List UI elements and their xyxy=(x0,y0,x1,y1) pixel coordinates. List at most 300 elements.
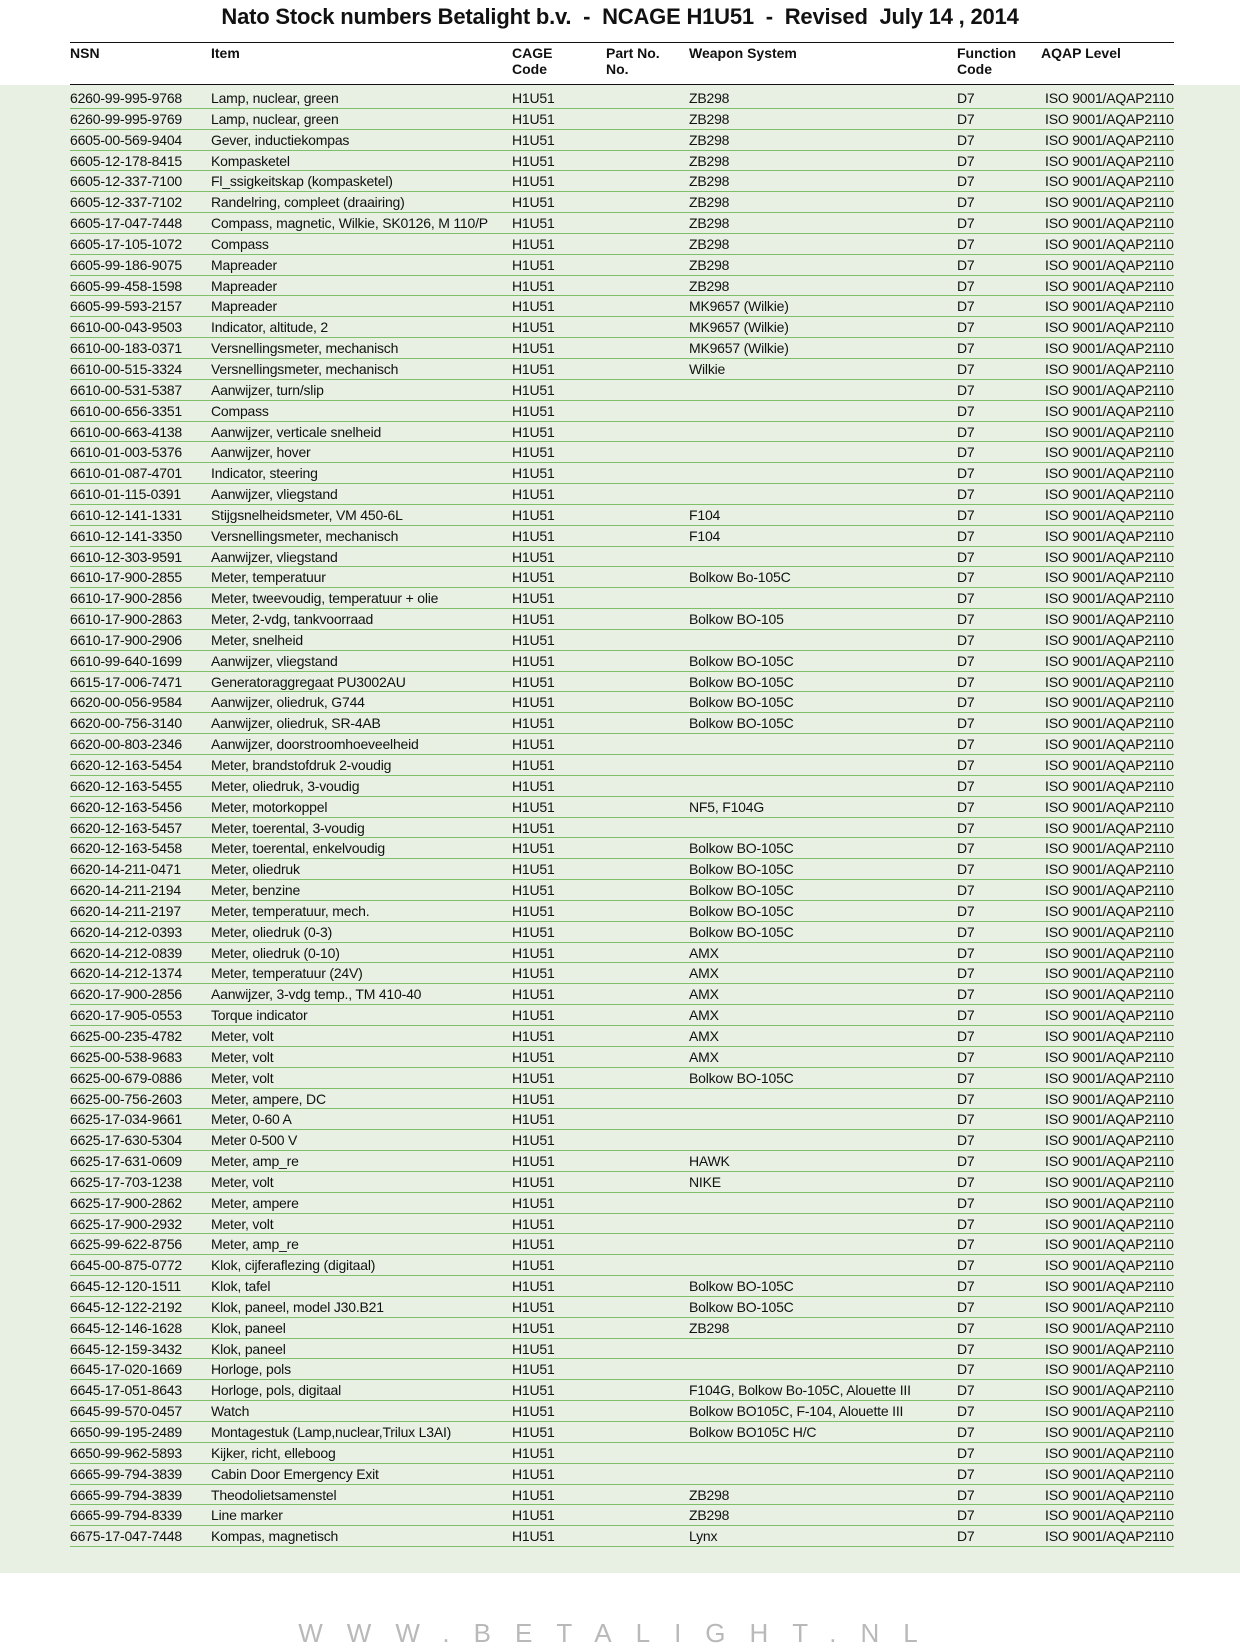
aqap-level-cell: ISO 9001/AQAP2110 xyxy=(1045,694,1174,711)
cage-code-cell: H1U51 xyxy=(512,1403,555,1420)
nsn-cell: 6645-12-146-1628 xyxy=(70,1319,183,1336)
function-code-cell: D7 xyxy=(957,611,975,628)
item-cell: Meter, snelheid xyxy=(211,631,303,648)
function-code-cell: D7 xyxy=(957,590,975,607)
item-cell: Kompas, magnetisch xyxy=(211,1528,339,1545)
nsn-cell: 6610-17-900-2906 xyxy=(70,631,183,648)
table-row xyxy=(70,1359,1174,1380)
aqap-level-cell: ISO 9001/AQAP2110 xyxy=(1045,1278,1174,1295)
weapon-system-cell: AMX xyxy=(689,1027,719,1044)
nsn-cell: 6610-01-003-5376 xyxy=(70,444,183,461)
table-row xyxy=(70,880,1174,901)
cage-code-cell: H1U51 xyxy=(512,965,555,982)
function-code-cell: D7 xyxy=(957,402,975,419)
function-code-cell: D7 xyxy=(957,715,975,732)
cage-code-cell: H1U51 xyxy=(512,1424,555,1440)
weapon-system-cell: ZB298 xyxy=(689,173,730,190)
aqap-level-cell: ISO 9001/AQAP2110 xyxy=(1045,131,1174,148)
function-code-cell: D7 xyxy=(957,548,975,565)
nsn-cell: 6610-00-183-0371 xyxy=(70,340,183,357)
header-cage-code: CAGE Code xyxy=(512,45,553,77)
table-row xyxy=(70,1276,1174,1297)
nsn-cell: 6645-12-159-3432 xyxy=(70,1340,183,1357)
cage-code-cell: H1U51 xyxy=(512,527,555,544)
item-cell: Horloge, pols xyxy=(211,1361,291,1378)
aqap-level-cell: ISO 9001/AQAP2110 xyxy=(1045,1382,1174,1399)
function-code-cell: D7 xyxy=(957,819,975,836)
table-row xyxy=(70,547,1174,568)
weapon-system-cell: NF5, F104G xyxy=(689,798,765,815)
table-row xyxy=(70,317,1174,338)
table-row xyxy=(70,359,1174,380)
function-code-cell: D7 xyxy=(957,1403,975,1420)
cage-code-cell: H1U51 xyxy=(512,798,555,815)
item-cell: Fl_ssigkeitskap (kompasketel) xyxy=(211,173,393,190)
table-row xyxy=(70,296,1174,317)
table-row xyxy=(70,1026,1174,1047)
table-row xyxy=(70,526,1174,547)
cage-code-cell: H1U51 xyxy=(512,1382,555,1399)
item-cell: Theodolietsamenstel xyxy=(211,1486,337,1503)
item-cell: Meter, ampere, DC xyxy=(211,1090,326,1107)
function-code-cell: D7 xyxy=(957,798,975,815)
table-row xyxy=(70,1505,1174,1526)
function-code-cell: D7 xyxy=(957,1007,975,1024)
table-row xyxy=(70,1380,1174,1401)
aqap-level-cell: ISO 9001/AQAP2110 xyxy=(1045,548,1174,565)
aqap-level-cell: ISO 9001/AQAP2110 xyxy=(1045,506,1174,523)
nsn-cell: 6665-99-794-3839 xyxy=(70,1486,183,1503)
function-code-cell: D7 xyxy=(957,1507,975,1524)
table-row xyxy=(70,1526,1174,1547)
function-code-cell: D7 xyxy=(957,110,975,127)
table-row xyxy=(70,88,1174,109)
cage-code-cell: H1U51 xyxy=(512,319,555,336)
table-row xyxy=(70,922,1174,943)
weapon-system-cell: Bolkow BO-105C xyxy=(689,840,794,857)
table-row xyxy=(70,442,1174,463)
item-cell: Mapreader xyxy=(211,298,277,315)
aqap-level-cell: ISO 9001/AQAP2110 xyxy=(1045,444,1174,461)
weapon-system-cell: MK9657 (Wilkie) xyxy=(689,340,789,357)
function-code-cell: D7 xyxy=(957,777,975,794)
function-code-cell: D7 xyxy=(957,1173,975,1190)
weapon-system-cell: Bolkow BO-105C xyxy=(689,1298,794,1315)
item-cell: Aanwijzer, 3-vdg temp., TM 410-40 xyxy=(211,986,422,1003)
nsn-cell: 6605-12-337-7100 xyxy=(70,173,183,190)
weapon-system-cell: ZB298 xyxy=(689,110,730,127)
nsn-cell: 6260-99-995-9769 xyxy=(70,110,183,127)
weapon-system-cell: ZB298 xyxy=(689,1507,730,1524)
weapon-system-cell: Bolkow BO-105C xyxy=(689,1069,794,1086)
cage-code-cell: H1U51 xyxy=(512,1007,555,1024)
cage-code-cell: H1U51 xyxy=(512,506,555,523)
aqap-level-cell: ISO 9001/AQAP2110 xyxy=(1045,611,1174,628)
item-cell: Compass xyxy=(211,402,269,419)
function-code-cell: D7 xyxy=(957,444,975,461)
weapon-system-cell: AMX xyxy=(689,944,719,961)
item-cell: Compass, magnetic, Wilkie, SK0126, M 110/P xyxy=(211,215,488,232)
nsn-cell: 6610-00-663-4138 xyxy=(70,423,183,440)
aqap-level-cell: ISO 9001/AQAP2110 xyxy=(1045,1153,1174,1170)
nsn-cell: 6620-12-163-5454 xyxy=(70,757,183,773)
weapon-system-cell: Wilkie xyxy=(689,360,726,377)
item-cell: Meter, oliedruk (0-3) xyxy=(211,923,333,940)
aqap-level-cell: ISO 9001/AQAP2110 xyxy=(1045,110,1174,127)
cage-code-cell: H1U51 xyxy=(512,423,555,440)
nsn-cell: 6605-99-458-1598 xyxy=(70,277,183,294)
function-code-cell: D7 xyxy=(957,923,975,940)
header-nsn: NSN xyxy=(70,45,100,61)
table-row xyxy=(70,1089,1174,1110)
table-row xyxy=(70,1339,1174,1360)
function-code-cell: D7 xyxy=(957,694,975,711)
table-row xyxy=(70,1297,1174,1318)
table-row xyxy=(70,734,1174,755)
function-code-cell: D7 xyxy=(957,423,975,440)
table-row xyxy=(70,859,1174,880)
item-cell: Randelring, compleet (draairing) xyxy=(211,194,405,211)
aqap-level-cell: ISO 9001/AQAP2110 xyxy=(1045,1528,1174,1545)
aqap-level-cell: ISO 9001/AQAP2110 xyxy=(1045,1090,1174,1107)
aqap-level-cell: ISO 9001/AQAP2110 xyxy=(1045,1048,1174,1065)
cage-code-cell: H1U51 xyxy=(512,631,555,648)
nsn-cell: 6610-17-900-2856 xyxy=(70,590,183,607)
item-cell: Meter, oliedruk xyxy=(211,861,300,878)
aqap-level-cell: ISO 9001/AQAP2110 xyxy=(1045,715,1174,732)
table-row xyxy=(70,1443,1174,1464)
item-cell: Indicator, altitude, 2 xyxy=(211,319,329,336)
cage-code-cell: H1U51 xyxy=(512,882,555,899)
nsn-cell: 6620-00-056-9584 xyxy=(70,694,183,711)
cage-code-cell: H1U51 xyxy=(512,1090,555,1107)
cage-code-cell: H1U51 xyxy=(512,819,555,836)
aqap-level-cell: ISO 9001/AQAP2110 xyxy=(1045,569,1174,586)
nsn-cell: 6625-00-235-4782 xyxy=(70,1027,183,1044)
weapon-system-cell: Bolkow BO-105C xyxy=(689,652,794,669)
nsn-cell: 6645-17-020-1669 xyxy=(70,1361,183,1378)
nsn-cell: 6605-12-337-7102 xyxy=(70,194,183,211)
cage-code-cell: H1U51 xyxy=(512,1048,555,1065)
cage-code-cell: H1U51 xyxy=(512,486,555,503)
item-cell: Stijgsnelheidsmeter, VM 450-6L xyxy=(211,506,403,523)
item-cell: Meter, volt xyxy=(211,1069,274,1086)
aqap-level-cell: ISO 9001/AQAP2110 xyxy=(1045,798,1174,815)
item-cell: Meter, 0-60 A xyxy=(211,1111,292,1128)
aqap-level-cell: ISO 9001/AQAP2110 xyxy=(1045,486,1174,503)
aqap-level-cell: ISO 9001/AQAP2110 xyxy=(1045,235,1174,252)
item-cell: Meter, toerental, enkelvoudig xyxy=(211,840,385,857)
function-code-cell: D7 xyxy=(957,673,975,690)
nsn-cell: 6610-01-087-4701 xyxy=(70,465,183,482)
function-code-cell: D7 xyxy=(957,1340,975,1357)
table-row xyxy=(70,109,1174,130)
function-code-cell: D7 xyxy=(957,506,975,523)
aqap-level-cell: ISO 9001/AQAP2110 xyxy=(1045,194,1174,211)
function-code-cell: D7 xyxy=(957,256,975,273)
table-row xyxy=(70,692,1174,713)
table-row xyxy=(70,1068,1174,1089)
table-row xyxy=(70,338,1174,359)
cage-code-cell: H1U51 xyxy=(512,381,555,398)
table-row xyxy=(70,380,1174,401)
cage-code-cell: H1U51 xyxy=(512,777,555,794)
aqap-level-cell: ISO 9001/AQAP2110 xyxy=(1045,381,1174,398)
weapon-system-cell: ZB298 xyxy=(689,90,730,106)
nsn-cell: 6645-12-122-2192 xyxy=(70,1298,183,1315)
function-code-cell: D7 xyxy=(957,1027,975,1044)
item-cell: Meter, 2-vdg, tankvoorraad xyxy=(211,611,374,628)
nsn-cell: 6610-17-900-2863 xyxy=(70,611,183,628)
table-row xyxy=(70,422,1174,443)
function-code-cell: D7 xyxy=(957,1424,975,1440)
nsn-cell: 6605-12-178-8415 xyxy=(70,152,183,169)
weapon-system-cell: ZB298 xyxy=(689,131,730,148)
aqap-level-cell: ISO 9001/AQAP2110 xyxy=(1045,215,1174,232)
weapon-system-cell: Lynx xyxy=(689,1528,718,1545)
function-code-cell: D7 xyxy=(957,90,975,106)
cage-code-cell: H1U51 xyxy=(512,902,555,919)
cage-code-cell: H1U51 xyxy=(512,444,555,461)
nsn-cell: 6610-12-141-1331 xyxy=(70,506,183,523)
table-row xyxy=(70,213,1174,234)
table-row xyxy=(70,1130,1174,1151)
aqap-level-cell: ISO 9001/AQAP2110 xyxy=(1045,402,1174,419)
aqap-level-cell: ISO 9001/AQAP2110 xyxy=(1045,736,1174,753)
header-top-rule xyxy=(70,42,1174,43)
function-code-cell: D7 xyxy=(957,631,975,648)
function-code-cell: D7 xyxy=(957,1528,975,1545)
weapon-system-cell: Bolkow BO-105 xyxy=(689,611,784,628)
item-cell: Lamp, nuclear, green xyxy=(211,90,339,106)
aqap-level-cell: ISO 9001/AQAP2110 xyxy=(1045,527,1174,544)
aqap-level-cell: ISO 9001/AQAP2110 xyxy=(1045,1173,1174,1190)
cage-code-cell: H1U51 xyxy=(512,131,555,148)
table-row xyxy=(70,1464,1174,1485)
function-code-cell: D7 xyxy=(957,1069,975,1086)
weapon-system-cell: AMX xyxy=(689,986,719,1003)
aqap-level-cell: ISO 9001/AQAP2110 xyxy=(1045,1111,1174,1128)
cage-code-cell: H1U51 xyxy=(512,986,555,1003)
aqap-level-cell: ISO 9001/AQAP2110 xyxy=(1045,1007,1174,1024)
nsn-cell: 6625-17-631-0609 xyxy=(70,1153,183,1170)
item-cell: Aanwijzer, turn/slip xyxy=(211,381,324,398)
item-cell: Kijker, richt, elleboog xyxy=(211,1444,336,1461)
nsn-cell: 6625-17-034-9661 xyxy=(70,1111,183,1128)
item-cell: Meter, temperatuur xyxy=(211,569,326,586)
aqap-level-cell: ISO 9001/AQAP2110 xyxy=(1045,1424,1174,1440)
header-part-no: Part No. No. xyxy=(606,45,660,77)
table-row xyxy=(70,1318,1174,1339)
item-cell: Meter, temperatuur, mech. xyxy=(211,902,370,919)
item-cell: Klok, paneel, model J30.B21 xyxy=(211,1298,384,1315)
cage-code-cell: H1U51 xyxy=(512,152,555,169)
cage-code-cell: H1U51 xyxy=(512,1111,555,1128)
table-row xyxy=(70,672,1174,693)
function-code-cell: D7 xyxy=(957,1090,975,1107)
nsn-cell: 6610-12-141-3350 xyxy=(70,527,183,544)
table-row xyxy=(70,1047,1174,1068)
nsn-cell: 6645-99-570-0457 xyxy=(70,1403,183,1420)
table-row xyxy=(70,713,1174,734)
item-cell: Horloge, pols, digitaal xyxy=(211,1382,342,1399)
nsn-cell: 6610-01-115-0391 xyxy=(70,486,181,503)
cage-code-cell: H1U51 xyxy=(512,215,555,232)
cage-code-cell: H1U51 xyxy=(512,402,555,419)
table-row xyxy=(70,151,1174,172)
weapon-system-cell: F104 xyxy=(689,506,721,523)
aqap-level-cell: ISO 9001/AQAP2110 xyxy=(1045,819,1174,836)
cage-code-cell: H1U51 xyxy=(512,1507,555,1524)
nsn-cell: 6645-17-051-8643 xyxy=(70,1382,183,1399)
item-cell: Aanwijzer, doorstroomhoeveelheid xyxy=(211,736,419,753)
aqap-level-cell: ISO 9001/AQAP2110 xyxy=(1045,1340,1174,1357)
item-cell: Aanwijzer, oliedruk, SR-4AB xyxy=(211,715,381,732)
weapon-system-cell: AMX xyxy=(689,965,719,982)
cage-code-cell: H1U51 xyxy=(512,90,555,106)
function-code-cell: D7 xyxy=(957,1298,975,1315)
function-code-cell: D7 xyxy=(957,298,975,315)
table-row xyxy=(70,651,1174,672)
item-cell: Mapreader xyxy=(211,256,277,273)
table-row xyxy=(70,1234,1174,1255)
aqap-level-cell: ISO 9001/AQAP2110 xyxy=(1045,1486,1174,1503)
aqap-level-cell: ISO 9001/AQAP2110 xyxy=(1045,1027,1174,1044)
function-code-cell: D7 xyxy=(957,1382,975,1399)
table-row xyxy=(70,776,1174,797)
item-cell: Meter, benzine xyxy=(211,882,301,899)
aqap-level-cell: ISO 9001/AQAP2110 xyxy=(1045,1444,1174,1461)
cage-code-cell: H1U51 xyxy=(512,673,555,690)
table-row xyxy=(70,1151,1174,1172)
table-header xyxy=(70,45,1174,84)
cage-code-cell: H1U51 xyxy=(512,277,555,294)
aqap-level-cell: ISO 9001/AQAP2110 xyxy=(1045,465,1174,482)
item-cell: Meter, motorkoppel xyxy=(211,798,328,815)
function-code-cell: D7 xyxy=(957,944,975,961)
nsn-cell: 6650-99-962-5893 xyxy=(70,1444,183,1461)
item-cell: Meter, brandstofdruk 2-voudig xyxy=(211,757,392,773)
weapon-system-cell: ZB298 xyxy=(689,256,730,273)
nsn-cell: 6610-17-900-2855 xyxy=(70,569,183,586)
cage-code-cell: H1U51 xyxy=(512,611,555,628)
weapon-system-cell: Bolkow BO-105C xyxy=(689,673,794,690)
item-cell: Versnellingsmeter, mechanisch xyxy=(211,527,399,544)
aqap-level-cell: ISO 9001/AQAP2110 xyxy=(1045,340,1174,357)
function-code-cell: D7 xyxy=(957,736,975,753)
nsn-cell: 6665-99-794-8339 xyxy=(70,1507,183,1524)
weapon-system-cell: Bolkow BO-105C xyxy=(689,694,794,711)
table-row xyxy=(70,984,1174,1005)
table-row xyxy=(70,901,1174,922)
nsn-cell: 6665-99-794-3839 xyxy=(70,1465,183,1482)
weapon-system-cell: MK9657 (Wilkie) xyxy=(689,298,789,315)
cage-code-cell: H1U51 xyxy=(512,1173,555,1190)
item-cell: Meter, volt xyxy=(211,1027,274,1044)
item-cell: Klok, cijferaflezing (digitaal) xyxy=(211,1257,376,1274)
cage-code-cell: H1U51 xyxy=(512,1465,555,1482)
table-row xyxy=(70,1005,1174,1026)
cage-code-cell: H1U51 xyxy=(512,1319,555,1336)
table-row xyxy=(70,963,1174,984)
weapon-system-cell: Bolkow BO-105C xyxy=(689,882,794,899)
table-row xyxy=(70,567,1174,588)
nsn-cell: 6605-99-593-2157 xyxy=(70,298,183,315)
weapon-system-cell: ZB298 xyxy=(689,1486,730,1503)
aqap-level-cell: ISO 9001/AQAP2110 xyxy=(1045,861,1174,878)
table-row xyxy=(70,171,1174,192)
aqap-level-cell: ISO 9001/AQAP2110 xyxy=(1045,277,1174,294)
function-code-cell: D7 xyxy=(957,965,975,982)
item-cell: Generatoraggregaat PU3002AU xyxy=(211,673,406,690)
function-code-cell: D7 xyxy=(957,486,975,503)
item-cell: Meter, amp_re xyxy=(211,1236,299,1253)
header-item: Item xyxy=(211,45,240,61)
function-code-cell: D7 xyxy=(957,757,975,773)
table-row xyxy=(70,1485,1174,1506)
aqap-level-cell: ISO 9001/AQAP2110 xyxy=(1045,590,1174,607)
table-row xyxy=(70,630,1174,651)
aqap-level-cell: ISO 9001/AQAP2110 xyxy=(1045,1465,1174,1482)
cage-code-cell: H1U51 xyxy=(512,110,555,127)
header-function-code: Function Code xyxy=(957,45,1017,77)
function-code-cell: D7 xyxy=(957,215,975,232)
weapon-system-cell: Bolkow BO-105C xyxy=(689,715,794,732)
item-cell: Meter, amp_re xyxy=(211,1153,299,1170)
aqap-level-cell: ISO 9001/AQAP2110 xyxy=(1045,1132,1174,1149)
nsn-cell: 6645-00-875-0772 xyxy=(70,1257,183,1274)
nsn-cell: 6625-17-703-1238 xyxy=(70,1173,183,1190)
cage-code-cell: H1U51 xyxy=(512,256,555,273)
nsn-cell: 6625-17-900-2862 xyxy=(70,1194,183,1211)
cage-code-cell: H1U51 xyxy=(512,1486,555,1503)
function-code-cell: D7 xyxy=(957,131,975,148)
nsn-cell: 6620-00-756-3140 xyxy=(70,715,183,732)
cage-code-cell: H1U51 xyxy=(512,861,555,878)
cage-code-cell: H1U51 xyxy=(512,1069,555,1086)
table-row xyxy=(70,1109,1174,1130)
item-cell: Aanwijzer, verticale snelheid xyxy=(211,423,382,440)
table-row xyxy=(70,588,1174,609)
website-footer: WWW.BETALIGHT.NL xyxy=(298,1618,942,1648)
table-row xyxy=(70,1255,1174,1276)
table-row xyxy=(70,1193,1174,1214)
item-cell: Meter, oliedruk, 3-voudig xyxy=(211,777,360,794)
item-cell: Meter, tweevoudig, temperatuur + olie xyxy=(211,590,439,607)
function-code-cell: D7 xyxy=(957,986,975,1003)
item-cell: Meter, oliedruk (0-10) xyxy=(211,944,340,961)
nsn-cell: 6625-00-756-2603 xyxy=(70,1090,183,1107)
function-code-cell: D7 xyxy=(957,277,975,294)
weapon-system-cell: ZB298 xyxy=(689,277,730,294)
item-cell: Montagestuk (Lamp,nuclear,Trilux L3AI) xyxy=(211,1424,452,1440)
weapon-system-cell: Bolkow BO105C H/C xyxy=(689,1424,817,1440)
item-cell: Aanwijzer, hover xyxy=(211,444,311,461)
table-row xyxy=(70,1172,1174,1193)
cage-code-cell: H1U51 xyxy=(512,944,555,961)
table-row xyxy=(70,276,1174,297)
nsn-cell: 6620-17-900-2856 xyxy=(70,986,183,1003)
function-code-cell: D7 xyxy=(957,1257,975,1274)
aqap-level-cell: ISO 9001/AQAP2110 xyxy=(1045,1257,1174,1274)
aqap-level-cell: ISO 9001/AQAP2110 xyxy=(1045,902,1174,919)
item-cell: Torque indicator xyxy=(211,1007,308,1024)
nsn-cell: 6625-17-630-5304 xyxy=(70,1132,183,1149)
weapon-system-cell: Bolkow BO-105C xyxy=(689,861,794,878)
cage-code-cell: H1U51 xyxy=(512,694,555,711)
nsn-cell: 6620-14-211-2197 xyxy=(70,902,181,919)
aqap-level-cell: ISO 9001/AQAP2110 xyxy=(1045,1194,1174,1211)
